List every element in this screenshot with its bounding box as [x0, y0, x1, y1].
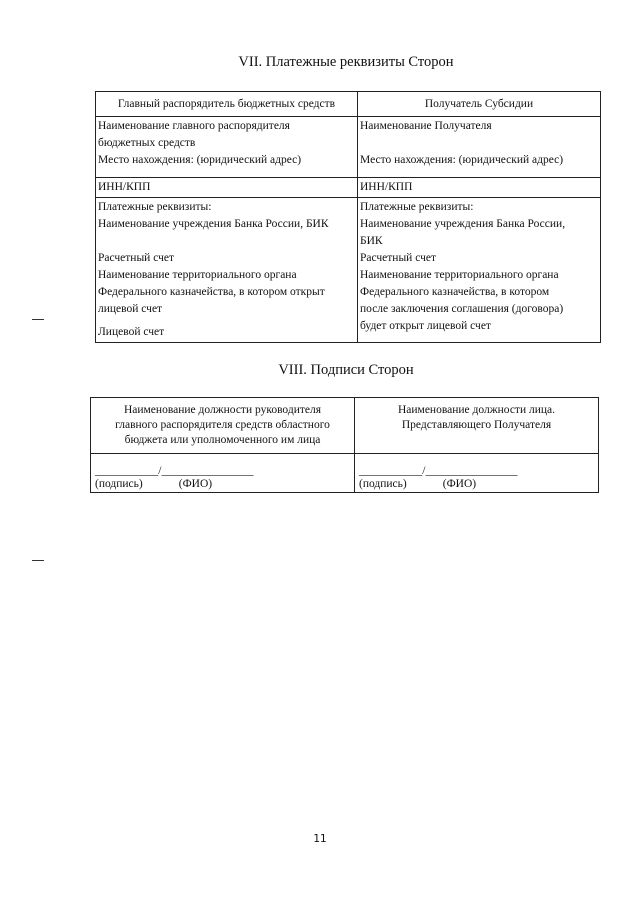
left-signature-labels [95, 477, 212, 492]
scan-mark [32, 319, 44, 320]
right-bank-line: Наименование территориального органа [360, 269, 559, 281]
right-bank-line: Наименование учреждения Банка России, [360, 218, 566, 230]
signature-label: (подпись) [359, 478, 407, 490]
right-signatory-line: Представляющего Получателя [401, 419, 552, 431]
right-name: Наименование Получателя [360, 120, 492, 132]
right-signature-labels [359, 477, 476, 492]
name-row [96, 117, 601, 178]
left-bank-line: Наименование территориального органа [98, 269, 297, 281]
payment-details-table [95, 91, 601, 343]
right-signatory-line: Наименование должности лица. [397, 404, 556, 416]
left-signature-cell [91, 454, 355, 493]
signatures-table [90, 397, 599, 493]
left-name-line-2: бюджетных средств [98, 137, 196, 149]
right-name-cell [358, 117, 601, 178]
left-bank-line: Расчетный счет [98, 252, 174, 264]
section-7-title: VII. Платежные реквизиты Сторон [238, 54, 454, 70]
right-bank-line: БИК [360, 235, 383, 247]
right-signature-line: ___________/________________ [359, 465, 518, 477]
right-bank-line: Федерального казначейства, в котором [360, 286, 550, 298]
bank-row [96, 198, 601, 343]
inn-row [96, 178, 601, 198]
right-inn: ИНН/КПП [358, 178, 601, 198]
section-8-title: VIII. Подписи Сторон [278, 362, 414, 378]
fio-label: (ФИО) [442, 478, 477, 490]
signature-label: (подпись) [95, 478, 143, 490]
left-name-line-1: Наименование главного распорядителя [98, 120, 290, 132]
scan-mark [32, 560, 44, 561]
page-number: 11 [313, 833, 327, 845]
left-name-cell [96, 117, 358, 178]
left-party-header: Главный распорядитель бюджетных средств [96, 92, 358, 117]
left-bank-line: Платежные реквизиты: [98, 201, 212, 213]
right-bank-line: будет открыт лицевой счет [360, 320, 491, 332]
left-signature-line: ___________/________________ [95, 465, 254, 477]
signatures-header-row [91, 398, 599, 454]
left-signatory-line: главного распорядителя средств областного [115, 419, 330, 431]
right-party-header: Получатель Субсидии [358, 92, 601, 117]
left-account: Лицевой счет [98, 326, 165, 338]
right-bank-cell [358, 198, 601, 343]
left-inn: ИНН/КПП [96, 178, 358, 198]
table-header-row [96, 92, 601, 117]
left-signatory-title [91, 398, 355, 454]
right-signatory-title [355, 398, 599, 454]
signatures-body-row [91, 454, 599, 493]
left-signatory-line: бюджета или уполномоченного им лица [124, 434, 321, 446]
left-bank-line: Федерального казначейства, в котором открыт [98, 286, 325, 298]
right-bank-line: Платежные реквизиты: [360, 201, 474, 213]
left-bank-line: лицевой счет [98, 303, 163, 315]
right-address: Место нахождения: (юридический адрес) [360, 154, 564, 166]
left-bank-cell [96, 198, 358, 343]
fio-label: (ФИО) [178, 478, 213, 490]
right-bank-line: Расчетный счет [360, 252, 436, 264]
right-signature-cell [355, 454, 599, 493]
left-bank-line: Наименование учреждения Банка России, БИК [98, 218, 329, 230]
left-signatory-line: Наименование должности руководителя [123, 404, 322, 416]
right-bank-line: после заключения соглашения (договора) [360, 303, 564, 315]
left-address: Место нахождения: (юридический адрес) [98, 154, 302, 166]
